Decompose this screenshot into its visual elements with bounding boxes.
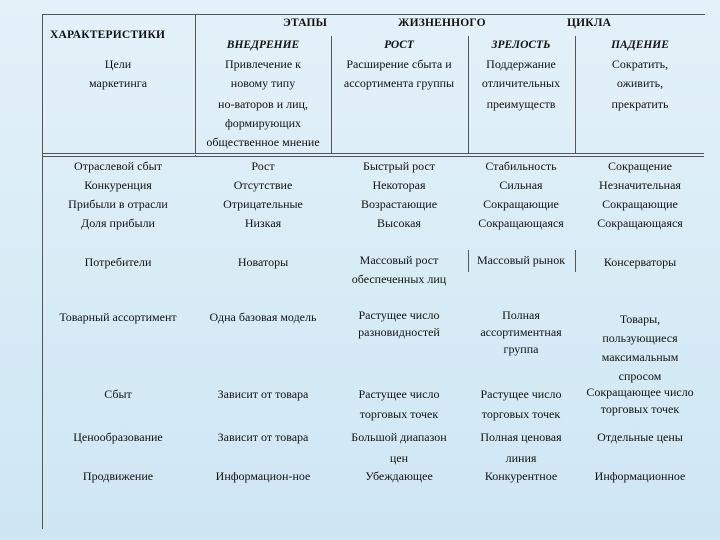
cell-text: Низкая <box>244 216 282 230</box>
row-label: Конкуренция <box>84 178 152 192</box>
cell-text: линия <box>505 451 537 465</box>
header-stages-word: ЭТАПЫ <box>283 17 328 29</box>
cell-text: общественное мнение <box>206 135 320 149</box>
cell-text: Растущее число <box>358 387 440 401</box>
row-label: Сбыт <box>104 387 132 401</box>
col-divider <box>195 14 196 153</box>
cell-text: Одна базовая модель <box>209 310 317 324</box>
col-divider <box>468 36 469 153</box>
cell-text: Незначительная <box>599 178 681 192</box>
header-cycle-word: ЦИКЛА <box>567 17 612 29</box>
cell-text: Информационное <box>594 469 686 483</box>
col-divider <box>575 250 576 272</box>
row-label: Цели <box>104 57 132 71</box>
cell-text: Рост <box>251 159 275 173</box>
cell-text: Полная <box>502 308 540 322</box>
header-lifecycle-word: ЖИЗНЕННОГО <box>398 17 486 29</box>
cell-text: Полная ценовая <box>480 430 562 444</box>
cell-text: Сократить, <box>611 57 669 71</box>
cell-text: Отрицательные <box>223 197 303 211</box>
cell-text: Товары, <box>619 312 661 326</box>
cell-text: торговых точек <box>481 407 561 421</box>
cell-text: Высокая <box>377 216 421 230</box>
cell-text: Сильная <box>499 178 543 192</box>
cell-text: Сокращение <box>608 159 672 173</box>
cell-text: максимальным <box>601 350 679 364</box>
cell-text: Убеждающее <box>365 469 433 483</box>
cell-text: Некоторая <box>372 178 426 192</box>
cell-text: Консерваторы <box>603 255 677 269</box>
cell-text: формирующих <box>224 116 302 130</box>
header-characteristics: ХАРАКТЕРИСТИКИ <box>50 29 166 41</box>
cell-text: спросом <box>618 369 662 383</box>
cell-text: Отдельные цены <box>597 430 683 444</box>
cell-text: торговых точек <box>600 402 680 416</box>
cell-text: ассортимента группы <box>343 76 455 90</box>
cell-text: но-ваторов и лиц, <box>218 97 308 111</box>
cell-text: Информацион-ное <box>215 469 311 483</box>
cell-text: торговых точек <box>359 407 439 421</box>
cell-text: Стабильность <box>485 159 557 173</box>
row-label: маркетинга <box>88 76 148 90</box>
row-label: Потребители <box>84 255 152 269</box>
cell-text: Возрастающие <box>360 197 438 211</box>
cell-text: Сокращающие <box>483 197 559 211</box>
col-divider <box>575 36 576 153</box>
col-divider <box>468 250 469 272</box>
cell-text: Сокращающие <box>602 197 678 211</box>
cell-text: обеспеченных лиц <box>351 272 447 286</box>
cell-text: преимуществ <box>486 97 556 111</box>
stage-decline-header: ПАДЕНИЕ <box>611 39 669 51</box>
row-label: Отраслевой сбыт <box>74 159 162 173</box>
cell-text: Конкурентное <box>484 469 558 483</box>
cell-text: Растущее число <box>358 308 440 322</box>
row-label: Ценообразование <box>73 430 163 444</box>
cell-text: ассортиментная <box>480 325 562 339</box>
cell-text: оживить, <box>616 76 664 90</box>
cell-text: Растущее число <box>480 387 562 401</box>
cell-text: Отсутствие <box>233 178 293 192</box>
cell-text: Большой диапазон <box>351 430 447 444</box>
stage-intro-header: ВНЕДРЕНИЕ <box>226 39 300 51</box>
row-label: Доля прибыли <box>81 216 155 230</box>
col-divider <box>331 36 332 153</box>
cell-text: Поддержание <box>486 57 556 71</box>
row-label: Товарный ассортимент <box>59 310 177 324</box>
cell-text: прекратить <box>611 97 669 111</box>
row-label: Продвижение <box>82 469 154 483</box>
stage-maturity-header: ЗРЕЛОСТЬ <box>491 39 551 51</box>
row-divider <box>42 153 704 154</box>
stage-growth-header: РОСТ <box>384 39 414 51</box>
cell-text: пользующиеся <box>602 331 678 345</box>
row-label: Прибыли в отрасли <box>68 197 168 211</box>
cell-text: Зависит от товара <box>217 430 309 444</box>
cell-text: Быстрый рост <box>362 159 436 173</box>
cell-text: Сокращающее число <box>586 385 694 399</box>
cell-text: отличительных <box>481 76 561 90</box>
cell-text: Зависит от товара <box>217 387 309 401</box>
cell-text: разновидностей <box>358 325 440 339</box>
cell-text: Массовый рынок <box>476 253 566 267</box>
cell-text: новому типу <box>230 76 296 90</box>
cell-text: Массовый рост <box>359 253 439 267</box>
cell-text: Сокращающаяся <box>597 216 683 230</box>
cell-text: группа <box>503 342 539 356</box>
cell-text: Расширение сбыта и <box>346 57 452 71</box>
cell-text: Сокращающаяся <box>478 216 564 230</box>
cell-text: Привлечение к <box>225 57 301 71</box>
cell-text: Новаторы <box>237 255 289 269</box>
cell-text: цен <box>389 451 409 465</box>
